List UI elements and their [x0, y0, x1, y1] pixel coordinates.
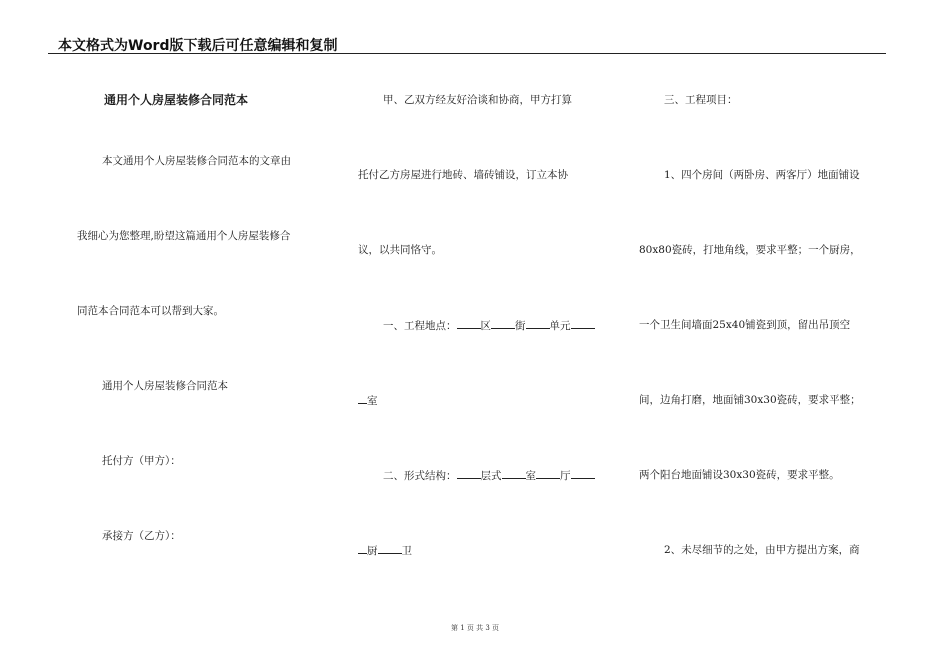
street-label: 街 [515, 320, 526, 332]
col3-line-7: 2、未尽细节的之处，由甲方提出方案，商 [664, 544, 860, 556]
blank-field [378, 543, 402, 554]
blank-field [571, 318, 595, 329]
header-notice: 本文格式为Word版下载后可任意编辑和复制 [58, 38, 338, 54]
project-location-label: 一、工程地点： [383, 320, 457, 332]
col1-line-2: 我细心为您整理,盼望这篇通用个人房屋装修合 [77, 230, 291, 242]
blank-field [457, 318, 481, 329]
col2-line-2: 托付乙方房屋进行地砖、墙砖铺设，订立本协 [358, 169, 568, 181]
party-b-label: 承接方（乙方）： [102, 530, 181, 542]
structure-form-label: 二、形式结构： [383, 470, 457, 482]
page-header [48, 33, 886, 54]
col1-line-1: 本文通用个人房屋装修合同范本的文章由 [102, 155, 291, 167]
floor-type-label: 层式 [480, 470, 502, 482]
col2-line-3: 议，以共同恪守。 [358, 244, 442, 256]
party-a-label: 托付方（甲方）： [102, 455, 181, 467]
col3-line-4: 一个卫生间墙面25x40铺瓷到顶，留出吊顶空 [639, 319, 851, 331]
district-label: 区 [480, 320, 491, 332]
document-title: 通用个人房屋装修合同范本 [104, 93, 249, 107]
col3-line-1: 三、工程项目： [664, 94, 738, 106]
blank-field [536, 468, 560, 479]
bathroom-label: 卫 [401, 545, 412, 557]
blank-field [491, 318, 515, 329]
structure-form [383, 468, 595, 483]
col2-line-1: 甲、乙双方经友好洽谈和协商，甲方打算 [383, 94, 572, 106]
blank-field [457, 468, 481, 479]
col3-line-2: 1、四个房间（两卧房、两客厅）地面铺设 [664, 169, 860, 181]
page-number: 第 1 页 共 3 页 [450, 624, 500, 632]
bedroom-label: 室 [525, 470, 536, 482]
blank-field [358, 393, 367, 404]
col1-line-3: 同范本合同范本可以帮到大家。 [77, 305, 224, 317]
project-location [383, 318, 595, 333]
hall-label: 厅 [560, 470, 571, 482]
blank-field [358, 543, 367, 554]
col3-line-6: 两个阳台地面铺设30x30瓷砖，要求平整。 [639, 469, 840, 481]
blank-field [526, 318, 550, 329]
kitchen-bath-line [358, 543, 412, 558]
blank-field [571, 468, 595, 479]
col3-line-5: 间，边角打磨，地面铺30x30瓷砖，要求平整； [639, 394, 861, 406]
blank-field [502, 468, 526, 479]
unit-label: 单元 [549, 320, 571, 332]
col1-line-4: 通用个人房屋装修合同范本 [102, 380, 228, 392]
col3-line-3: 80x80瓷砖，打地角线，要求平整；一个厨房， [639, 244, 861, 256]
room-label: 室 [367, 395, 378, 407]
room-line [358, 393, 378, 408]
kitchen-label: 厨 [367, 545, 378, 557]
